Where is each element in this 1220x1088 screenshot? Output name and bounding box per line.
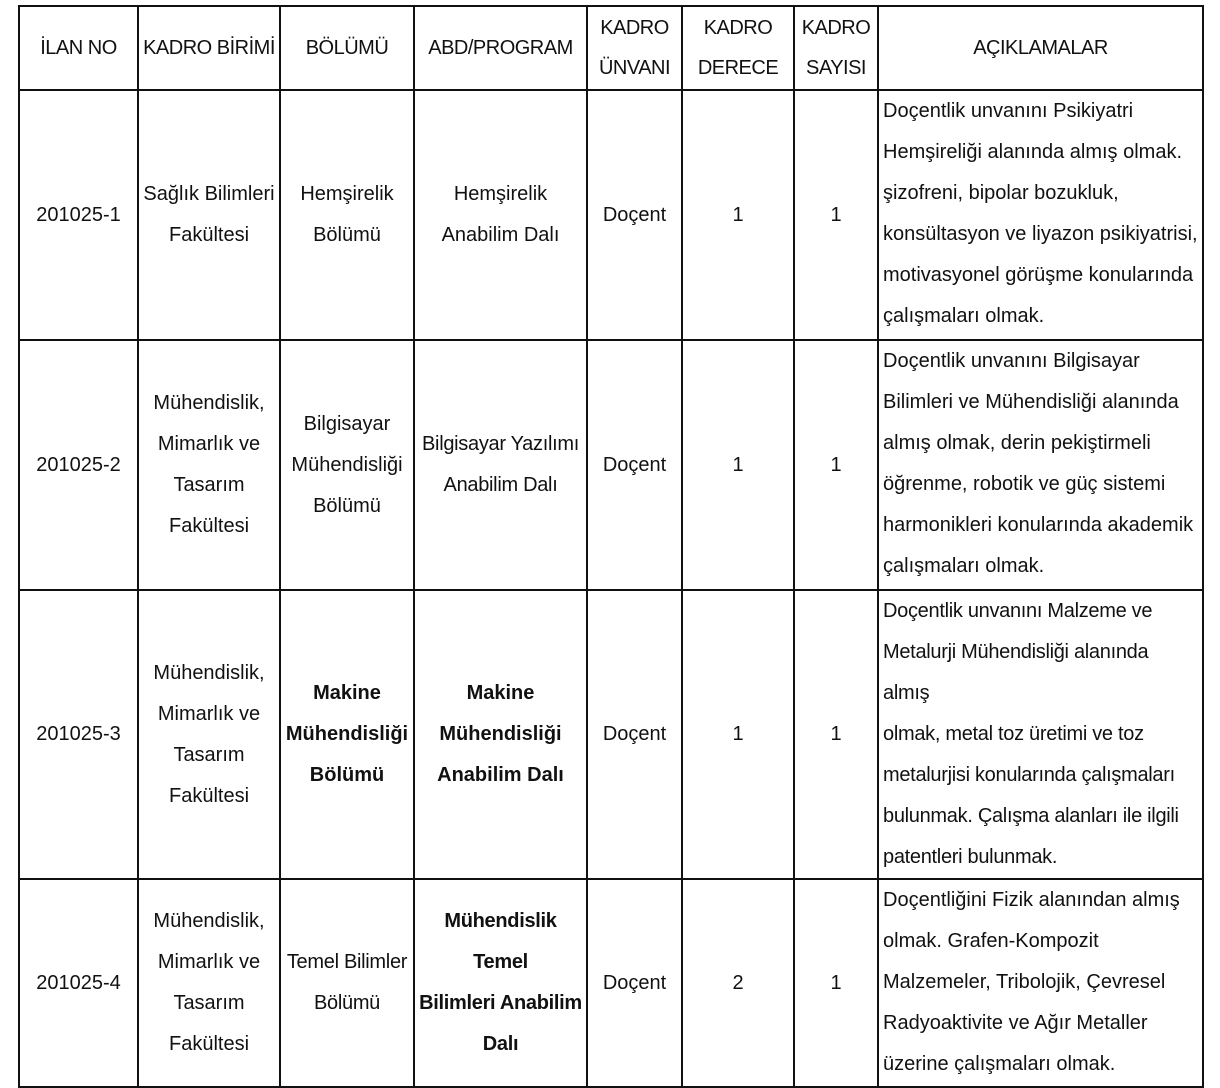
cell-line: Fakültesi (168, 1033, 250, 1055)
cell-line: Doçentlik unvanını Bilgisayar (883, 350, 1140, 372)
table-header-row (19, 6, 1203, 90)
cell-abd-program (414, 90, 587, 340)
cell-line: Fakültesi (168, 515, 250, 537)
cell-abd-program (414, 340, 587, 590)
cell-line: Metalurji Mühendisliği alanında almış (883, 641, 1149, 704)
cell-line: bulunmak. Çalışma alanları ile ilgili (883, 805, 1179, 827)
cell-line: öğrenme, robotik ve güç sistemi (883, 473, 1166, 495)
header-kadro-unvani (587, 6, 682, 90)
cell-kadro-sayisi: 1 (794, 590, 878, 879)
cell-line: Bölümü (313, 224, 381, 246)
table-row (19, 90, 1203, 340)
cell-bolumu (280, 879, 414, 1087)
cell-line: Mühendislik Temel (444, 910, 557, 973)
cell-kadro-sayisi: 1 (794, 879, 878, 1087)
cell-abd-program (414, 879, 587, 1087)
cell-line: Fakültesi (168, 224, 250, 246)
cell-line: konsültasyon ve liyazon psikiyatrisi, (883, 223, 1198, 245)
cell-line: Mühendislik, (153, 661, 265, 684)
cell-line: Makine (313, 682, 381, 704)
table-row (19, 340, 1203, 590)
header-kadro-derece-line2: DERECE (697, 57, 779, 79)
cell-kadro-sayisi: 1 (794, 340, 878, 590)
header-aciklamalar: AÇIKLAMALAR (878, 6, 1203, 90)
cell-line: Bölümü (313, 494, 381, 517)
cell-line: Tasarım (173, 743, 245, 766)
header-kadro-derece-line1: KADRO (703, 17, 773, 39)
cell-line: Tasarım (173, 992, 245, 1014)
cell-bolumu (280, 90, 414, 340)
kadro-ilan-table (18, 5, 1204, 1088)
header-kadro-unvani-line2: ÜNVANI (598, 57, 671, 79)
cell-kadro-derece: 1 (682, 90, 794, 340)
cell-line: Bilgisayar (303, 412, 391, 435)
header-kadro-derece (682, 6, 794, 90)
cell-kadro-birimi (138, 879, 280, 1087)
cell-line: Sağlık Bilimleri (143, 183, 275, 205)
cell-ilan-no: 201025-3 (19, 590, 138, 879)
cell-line: motivasyonel görüşme konularında (883, 264, 1194, 286)
cell-kadro-unvani: Doçent (587, 590, 682, 879)
cell-aciklama (878, 90, 1203, 340)
cell-ilan-no: 201025-1 (19, 90, 138, 340)
cell-abd-program (414, 590, 587, 879)
cell-line: patentleri bulunmak. (883, 846, 1058, 868)
cell-line: Hemşirelik (300, 183, 394, 205)
cell-line: harmonikleri konularında akademik (883, 514, 1194, 536)
cell-line: Mühendisliği (291, 453, 403, 476)
cell-line: Mimarlık ve (157, 951, 261, 973)
header-kadro-sayisi-line1: KADRO (801, 17, 871, 39)
cell-line: çalışmaları olmak. (883, 555, 1045, 577)
cell-line: Mühendisliği (285, 723, 409, 745)
cell-line: almış olmak, derin pekiştirmeli (883, 432, 1151, 454)
header-kadro-sayisi (794, 6, 878, 90)
cell-kadro-birimi (138, 340, 280, 590)
cell-line: üzerine çalışmaları olmak. (883, 1053, 1116, 1075)
cell-line: Bölümü (309, 764, 385, 786)
cell-bolumu (280, 590, 414, 879)
cell-line: Anabilim Dalı (443, 474, 558, 496)
cell-kadro-derece: 2 (682, 879, 794, 1087)
cell-aciklama (878, 340, 1203, 590)
cell-line: Hemşireliği alanında almış olmak. (883, 141, 1183, 163)
cell-bolumu (280, 340, 414, 590)
cell-kadro-unvani: Doçent (587, 879, 682, 1087)
cell-line: Anabilim Dalı (441, 224, 560, 246)
cell-line: çalışmaları olmak. (883, 305, 1045, 327)
table-row (19, 879, 1203, 1087)
cell-line: Mimarlık ve (157, 702, 261, 725)
cell-line: Bölümü (313, 992, 380, 1014)
cell-kadro-birimi (138, 590, 280, 879)
cell-line: Bilgisayar Yazılımı (422, 433, 579, 455)
cell-line: Mimarlık ve (157, 433, 261, 455)
cell-line: Fakültesi (168, 784, 250, 807)
header-ilan-no: İLAN NO (19, 6, 138, 90)
cell-line: Anabilim Dalı (437, 764, 564, 786)
header-kadro-unvani-line1: KADRO (600, 17, 669, 39)
cell-line: Tasarım (173, 474, 245, 496)
cell-kadro-derece: 1 (682, 590, 794, 879)
cell-kadro-unvani: Doçent (587, 90, 682, 340)
cell-line: şizofreni, bipolar bozukluk, (883, 182, 1119, 204)
cell-kadro-unvani: Doçent (587, 340, 682, 590)
header-bolumu: BÖLÜMÜ (280, 6, 414, 90)
cell-line: Mühendislik, (153, 910, 265, 932)
cell-line: Doçentliğini Fizik alanından almış (883, 889, 1180, 911)
header-kadro-sayisi-line2: SAYISI (806, 57, 866, 79)
cell-kadro-birimi (138, 90, 280, 340)
cell-aciklama (878, 879, 1203, 1087)
cell-line: Bilimleri Anabilim (419, 992, 582, 1014)
header-kadro-birimi: KADRO BİRİMİ (138, 6, 280, 90)
table-row (19, 590, 1203, 879)
cell-line: Doçentlik unvanını Psikiyatri (883, 100, 1134, 122)
cell-line: Temel Bilimler (286, 951, 408, 973)
cell-line: Bilimleri ve Mühendisliği alanında (883, 391, 1179, 413)
cell-line: olmak, metal toz üretimi ve toz (883, 723, 1144, 745)
cell-line: Radyoaktivite ve Ağır Metaller (883, 1012, 1148, 1034)
cell-line: Hemşirelik (453, 183, 548, 205)
cell-line: Malzemeler, Tribolojik, Çevresel (883, 971, 1166, 993)
cell-line: Dalı (482, 1033, 519, 1055)
cell-aciklama (878, 590, 1203, 879)
cell-line: Mühendislik, (153, 392, 265, 414)
cell-ilan-no: 201025-2 (19, 340, 138, 590)
cell-line: metalurjisi konularında çalışmaları (883, 764, 1175, 786)
header-abd-program: ABD/PROGRAM (414, 6, 587, 90)
cell-line: Doçentlik unvanını Malzeme ve (883, 600, 1153, 622)
cell-ilan-no: 201025-4 (19, 879, 138, 1087)
cell-kadro-derece: 1 (682, 340, 794, 590)
cell-line: Mühendisliği (439, 723, 562, 745)
cell-kadro-sayisi: 1 (794, 90, 878, 340)
cell-line: Makine (466, 682, 535, 704)
cell-line: olmak. Grafen-Kompozit (883, 930, 1099, 952)
